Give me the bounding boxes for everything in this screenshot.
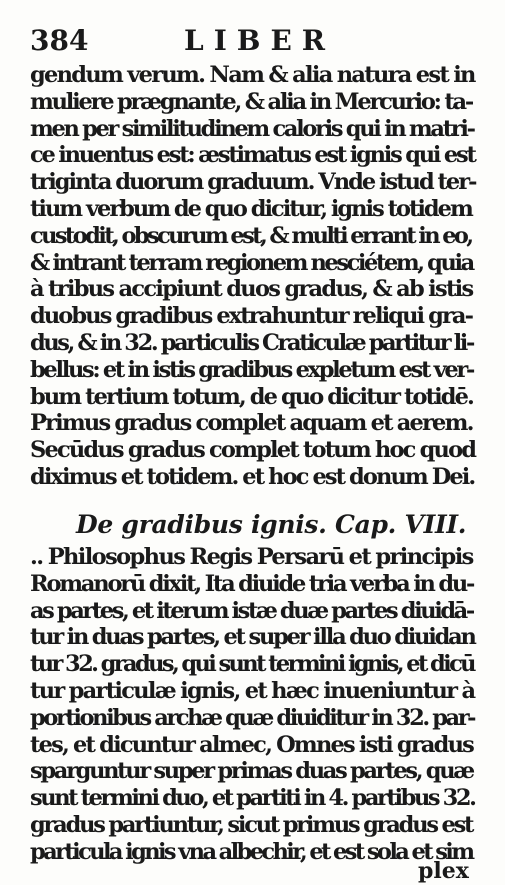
running-head: LIBER [184, 24, 336, 57]
text-line: muliere prægnante, & alia in Mercurio: ta- [30, 88, 473, 115]
text-line: diximus et totidem. et hoc est donum Dei. [30, 463, 475, 490]
text-line: Primus gradus complet aquam et aerem. [30, 410, 473, 437]
text-line: tur particulæ ignis, et hæc inueniuntur à [30, 677, 475, 704]
text-line: as partes, et iterum istæ duæ partes diuidā- [30, 597, 473, 624]
text-line: triginta duorum graduum. Vnde istud ter- [30, 169, 476, 196]
text-line: sparguntur super primas duas partes, quæ [30, 758, 473, 785]
text-line: ce inuentus est: æstimatus est ignis qui est [30, 142, 475, 169]
text-line: custodit, obscurum est, & multi errant in eo, [30, 222, 472, 249]
text-line: duobus gradibus extrahuntur reliqui gra- [30, 303, 473, 330]
page-number: 384 [30, 24, 89, 57]
text-line: men per similitudinem caloris qui in matri- [30, 115, 474, 142]
page-header [30, 18, 470, 58]
text-line: à tribus accipiunt duos gradus, & ab istis [30, 276, 473, 303]
text-line: gendum verum. Nam & alia natura est in [30, 62, 475, 88]
text-line: tur 32. gradus, qui sunt termini ignis, et dicū [30, 651, 474, 678]
text-line: tur in duas partes, et super illa duo diuidan [30, 624, 475, 651]
text-line: tium verbum de quo dicitur, ignis totidem [30, 195, 472, 222]
text-line: sunt termini duo, et partiti in 4. partibus 32. [30, 785, 475, 812]
text-line: gradus partiuntur, sicut primus gradus est [30, 811, 473, 838]
text-line: bellus: et in istis gradibus expletum est ver- [30, 356, 473, 383]
text-line: portionibus archæ quæ diuiditur in 32. par- [30, 704, 475, 731]
body-text-paragraph-2 [30, 544, 475, 866]
text-line: tes, et dicuntur almec, Omnes isti gradus [30, 731, 474, 758]
text-line: Romanorū dixit, Ita diuide tria verba in du- [30, 570, 474, 597]
text-line: & intrant terram regionem nesciétem, quia [30, 249, 473, 276]
body-text-paragraph-1 [30, 62, 475, 491]
catchword: plex [418, 858, 469, 884]
text-line: dus, & in 32. particulis Craticulæ partitur li- [30, 329, 473, 356]
text-line: bum tertium totum, de quo dicitur totidē. [30, 383, 473, 410]
text-line: Secūdus gradus complet totum hoc quod [30, 437, 476, 464]
text-line: particula ignis vna albechir, et est sola et sim [30, 838, 473, 865]
chapter-heading: De gradibus ignis. Cap. VIII. [76, 510, 467, 539]
text-line: .. Philosophus Regis Persarū et principis [30, 544, 473, 570]
